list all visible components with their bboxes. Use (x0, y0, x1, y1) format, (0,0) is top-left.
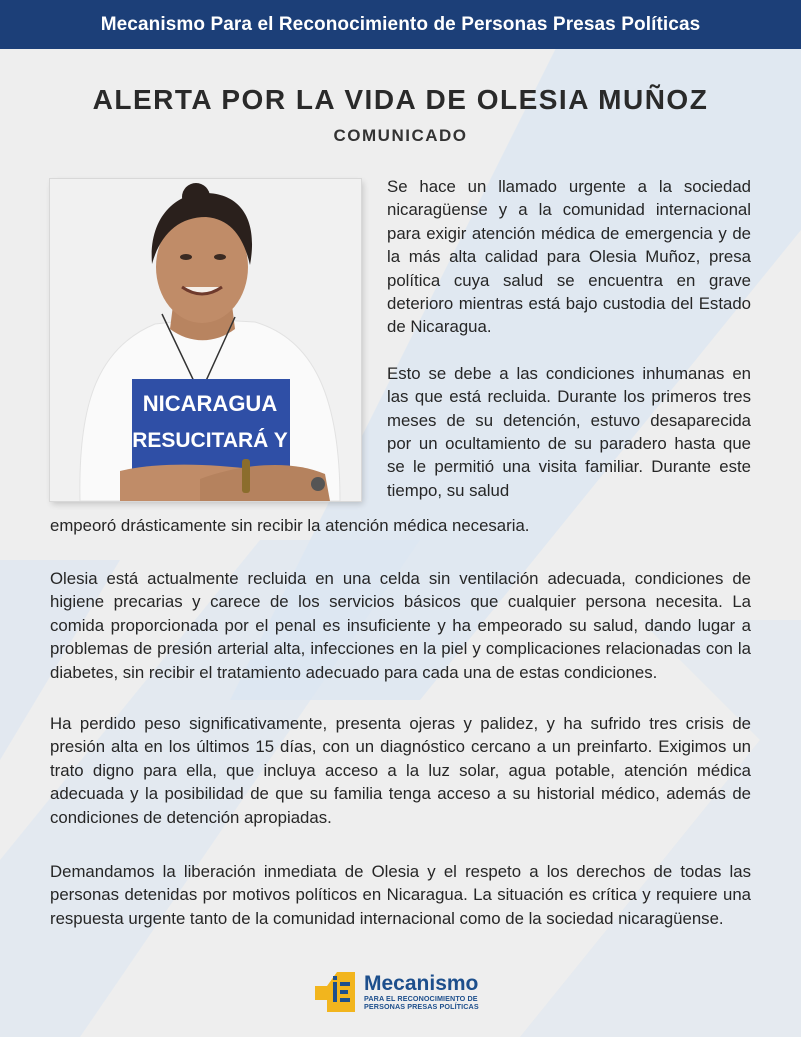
paragraph-2: Esto se debe a las condiciones inhumanas en las que está recluida. Durante los primeros tres meses de su detención, estuvo desaparecida por un ocultamiento de su paradero hasta que se le permitió una visita familiar. Durante este tiempo, su salud (387, 363, 751, 500)
header-banner-text: Mecanismo Para el Reconocimiento de Personas Presas Políticas (100, 13, 701, 35)
shirt-text-line2: RESUCITARÁ Y (132, 429, 288, 452)
paragraph-3: Olesia está actualmente recluida en una celda sin ventilación adecuada, condiciones de higiene precarias y carece de los servicios básicos que cualquier persona necesita. La comida proporcionada por el penal es insuficiente y ha empeorado su salud, dando lugar a problemas de presión arterial alta, infecciones en la piel y complicaciones relacionadas con la diabetes, sin recibir el tratamiento adecuado para cada una de estas condiciones. (50, 569, 751, 682)
logo-subtitle-line2: PERSONAS PRESAS POLÍTICAS (364, 1002, 479, 1011)
mecanismo-logo-icon (313, 970, 357, 1014)
footer-logo (313, 967, 493, 1017)
page-subtitle: COMUNICADO (333, 126, 468, 145)
logo-name: Mecanismo (364, 971, 479, 995)
shirt-text-line1: NICARAGUA (142, 391, 278, 416)
paragraph-5: Demandamos la liberación inmediata de Olesia y el respeto a los derechos de todas las personas detenidas por motivos políticos en Nicaragua. La situación es crítica y requiere una respuesta urgente tanto de la comunidad internacional como de la sociedad nicaragüense. (50, 862, 751, 928)
header-banner (0, 0, 801, 49)
paragraph-4: Ha perdido peso significativamente, presenta ojeras y palidez, y ha sufrido tres crisis de presión alta en los últimos 15 días, con un diagnóstico cercano a un preinfarto. Exigimos un trato digno para ella, que incluya acceso a la luz solar, agua potable, atención médica adecuada y la posibilidad de que su familia tenga acceso a su historial médico, además de condiciones de detención apropiadas. (50, 714, 751, 827)
portrait-photo (50, 179, 361, 501)
page-title: ALERTA POR LA VIDA DE OLESIA MUÑOZ (92, 84, 709, 115)
logo-subtitle-line1: PARA EL RECONOCIMIENTO DE (364, 993, 478, 1003)
paragraph-2-continued: empeoró drásticamente sin recibir la atención médica necesaria. (50, 516, 530, 535)
paragraph-1: Se hace un llamado urgente a la sociedad nicaragüense y a la comunidad internacional para exigir atención médica de emergencia y de la más alta calidad para Olesia Muñoz, presa política cuya salud se encuentra en grave deterioro mientras está bajo custodia del Estado de Nicaragua. (387, 177, 751, 337)
portrait-illustration (50, 179, 361, 501)
intro-column (387, 175, 751, 502)
